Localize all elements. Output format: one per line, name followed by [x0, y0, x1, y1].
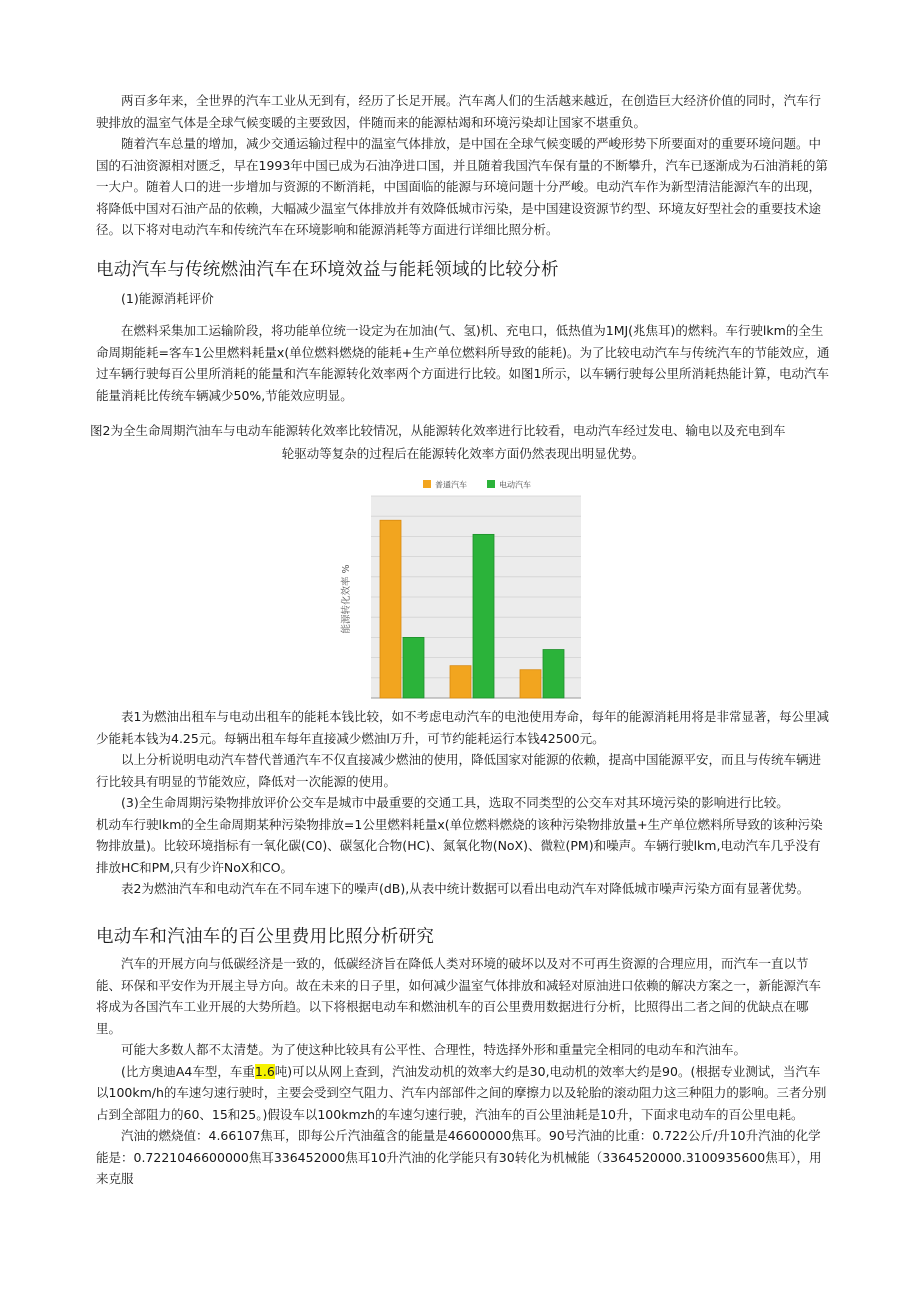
- heading-environment-energy-comparison: 电动汽车与传统燃油汽车在环境效益与能耗领域的比较分析: [96, 260, 559, 280]
- paragraph-gasoline-energy: 汽油的燃烧值：4.66107焦耳，即每公斤汽油蕴含的能量是46600000焦耳。90号汽油的比重：0.722公斤/升10升汽油的化学能是：0.7221046600000焦耳336452000焦耳10升汽油的化学能只有30转化为机械能（3364520000.3100935600焦耳），用来克服: [96, 1128, 822, 1186]
- fig2-text-line: [90, 420, 835, 442]
- subheading-block: [96, 288, 830, 310]
- audi-text-after: 吨)可以从网上查到，汽油发动机的效率大约是30,电动机的效率大约是90。(根据专业测试，当汽车以100km/h的车速匀速行驶时，主要会受到空气阻力、汽车内部部件之间的摩擦力以及轮胎的滚动阻力这三种阻力的影响。三者分别占到全部阻力的60、15和25。)假设车以100kmzh的车速匀速行驶，汽油车的百公里油耗是10升，下面求电动车的百公里电耗。: [96, 1063, 827, 1122]
- paragraph-analysis-conclusion: 以上分析说明电动汽车替代普通汽车不仅直接减少燃油的使用，降低国家对能源的依赖，提高中国能源平安，而且与传统车辆进行比较具有明显的节能效应，降低对一次能源的使用。: [96, 752, 822, 789]
- energy-text-block: [96, 320, 830, 406]
- legend-label-1: 普通汽车: [435, 480, 467, 490]
- fig2-text-continuation: 轮驱动等复杂的过程后在能源转化效率方面仍然表现出明显优势。: [281, 446, 645, 461]
- bar-conventional-2: [450, 666, 471, 698]
- legend-swatch-2: [487, 480, 495, 488]
- cost-text-block: [96, 953, 830, 1190]
- heading-cost-comparison: 电动车和汽油车的百公里费用比照分析研究: [96, 927, 435, 947]
- paragraph-intro-2: 随着汽车总量的增加，减少交通运输过程中的温室气体排放，是中国在全球气候变暖的严峻形势下所要面对的重要环境问题。中国的石油资源相对匮乏，早在1993年中国已成为石油净进口国，并且随着我国汽车保有量的不断攀升，汽车已逐渐成为石油消耗的第一大户。随着人口的进一步增加与资源的不断消耗，中国面临的能源与环境问题十分严峻。电动汽车作为新型清洁能源汽车的出现，将降低中国对石油产品的依赖，大幅减少温室气体排放并有效降低城市污染，是中国建设资源节约型、环境友好型社会的重要技术途径。以下将对电动汽车和传统汽车在环境影响和能源消耗等方面进行详细比照分析。: [96, 136, 828, 237]
- highlighted-weight-value: 1.6: [254, 1063, 275, 1079]
- paragraph-low-carbon: 汽车的开展方向与低碳经济是一致的，低碳经济旨在降低人类对环境的破坏以及对不可再生资源的合理应用，而汽车一直以节能、环保和平安作为开展主导方向。故在未来的日子里，如何减少温室气体排放和减轻对原油进口依赖的解决方案之一，新能源汽车将成为各国汽车工业开展的大势所趋。以下将根据电动车和燃油机车的百公里费用数据进行分析，比照得出二者之间的优缺点在哪里。: [96, 956, 822, 1036]
- paragraph-noise-table: 表2为燃油汽车和电动汽车在不同车速下的噪声(dB),从表中统计数据可以看出电动汽车对降低城市噪声污染方面有显著优势。: [121, 881, 810, 896]
- paragraph-pollution-evaluation: (3)全生命周期污染物排放评价公交车是城市中最重要的交通工具，选取不同类型的公交车对其环境污染的影响进行比较。: [121, 795, 789, 810]
- paragraph-intro-1: 两百多年来，全世界的汽车工业从无到有，经历了长足开展。汽车离人们的生活越来越近，在创造巨大经济价值的同时，汽车行驶排放的温室气体是全球气候变暖的主要致因，伴随而来的能源枯竭和环境污染却让国家不堪重负。: [96, 93, 822, 130]
- bar-electric-3: [543, 650, 564, 698]
- bar-electric-1: [403, 637, 424, 698]
- bar-conventional-3: [520, 670, 541, 698]
- y-axis-label: 能源转化效率 %: [341, 564, 352, 634]
- bar-conventional-1: [380, 520, 401, 698]
- efficiency-bar-chart: [335, 474, 593, 706]
- legend-label-2: 电动汽车: [499, 480, 531, 490]
- paragraph-fig2-first-line: 图2为全生命周期汽油车与电动车能源转化效率比较情况，从能源转化效率进行比较看，电动汽车经过发电、输电以及充电到车: [90, 423, 786, 438]
- intro-text-block: [96, 90, 830, 241]
- bar-electric-2: [473, 534, 494, 698]
- paragraph-energy-consumption: 在燃料采集加工运输阶段，将功能单位统一设定为在加油(气、氢)机、充电口，低热值为1MJ(兆焦耳)的燃料。车行驶lkm的全生命周期能耗=客车1公里燃料耗量x(单位燃料燃烧的能耗+生产单位燃料所导致的能耗)。为了比较电动汽车与传统汽车的节能效应，通过车辆行驶每百公里所消耗的能量和汽车能源转化效率两个方面进行比较。如图1所示，以车辆行驶每公里所消耗热能计算，电动汽车能量消耗比传统车辆减少50%,节能效应明显。: [96, 323, 830, 403]
- subheading-energy-evaluation: (1)能源消耗评价: [121, 291, 214, 306]
- audi-text-before: (比方奥迪A4车型，车重: [121, 1063, 255, 1079]
- paragraph-taxi-cost: 表1为燃油出租车与电动出租车的能耗本钱比较，如不考虑电动汽车的电池使用寿命，每年的能源消耗用将是非常显著，每公里减少能耗本钱为4.25元。每辆出租车每年直接减少燃油l万升，可节约能耗运行本钱42500元。: [96, 709, 829, 746]
- paragraph-fair-comparison: 可能大多数人都不太清楚。为了使这种比较具有公平性、合理性，特选择外形和重量完全相同的电动车和汽油车。: [121, 1042, 747, 1057]
- paragraph-pollution-formula: 机动车行驶lkm的全生命周期某种污染物排放=1公里燃料耗量x(单位燃料燃烧的该种污染物排放量+生产单位燃料所导致的该种污染物排放量)。比较环境指标有一氧化碳(C0)、碳氢化合物(HC)、氮氧化物(NoX)、微粒(PM)和噪声。车辆行驶lkm,电动汽车几乎没有排放HC和PM,只有少许NoX和CO。: [96, 816, 823, 875]
- analysis-text-block: [96, 706, 830, 900]
- legend-swatch-1: [423, 480, 431, 488]
- paragraph-audi-a4: [96, 1061, 830, 1126]
